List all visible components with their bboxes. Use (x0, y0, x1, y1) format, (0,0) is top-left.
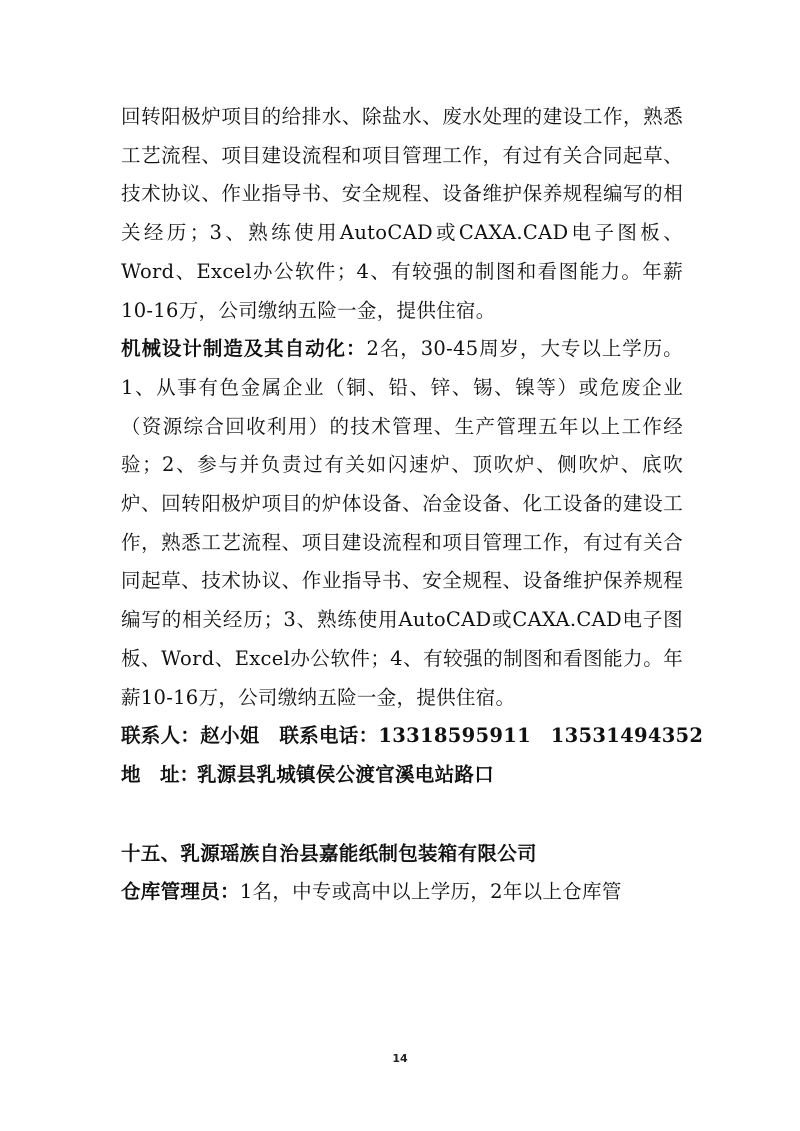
job-mechanical-design (121, 330, 683, 717)
address-line (121, 756, 683, 795)
document-body (121, 98, 704, 912)
job-mechanical-design-label: 机械设计制造及其自动化： (121, 337, 367, 361)
contact-line: 联系人：赵小姐 联系电话：13318595911 13531494352 (121, 724, 704, 748)
page-number: 14 (392, 1052, 408, 1065)
job-mechanical-design-text: 2名，30-45周岁，大专以上学历。1、从事有色金属企业（铜、铅、锌、锡、镍等）或危废企业（资源综合回收利用）的技术管理、生产管理五年以上工作经验；2、参与并负责过有关如闪速炉、顶吹炉、侧吹炉、底吹炉、回转阳极炉项目的炉体设备、冶金设备、化工设备的建设工作，熟悉工艺流程、项目建设流程和项目管理工作，有过有关合同起草、技术协议、作业指导书、安全规程、设备维护保养规程编写的相关经历；3、熟练使用AutoCAD或CAXA.CAD电子图板、Word、Excel办公软件；4、有较强的制图和看图能力。年薪10-16万，公司缴纳五险一金，提供住宿。 (121, 337, 683, 709)
address-label: 地 址： (121, 762, 200, 786)
job-warehouse-manager (121, 873, 683, 912)
section-15-heading: 十五、乳源瑶族自治县嘉能纸制包装箱有限公司 (121, 841, 537, 865)
address-value: 乳源县乳城镇侯公渡官溪电站路口 (197, 762, 495, 786)
job-warehouse-manager-text: 1名，中专或高中以上学历，2年以上仓库管 (239, 880, 622, 904)
section-spacer (121, 795, 683, 835)
continuation-paragraph: 回转阳极炉项目的给排水、除盐水、废水处理的建设工作，熟悉工艺流程、项目建设流程和项目管理工作，有过有关合同起草、技术协议、作业指导书、安全规程、设备维护保养规程编写的相关经历；3、熟练使用AutoCAD或CAXA.CAD电子图板、Word、Excel办公软件；4、有较强的制图和看图能力。年薪10-16万，公司缴纳五险一金，提供住宿。 (121, 105, 683, 322)
job-warehouse-manager-label: 仓库管理员： (121, 880, 240, 904)
